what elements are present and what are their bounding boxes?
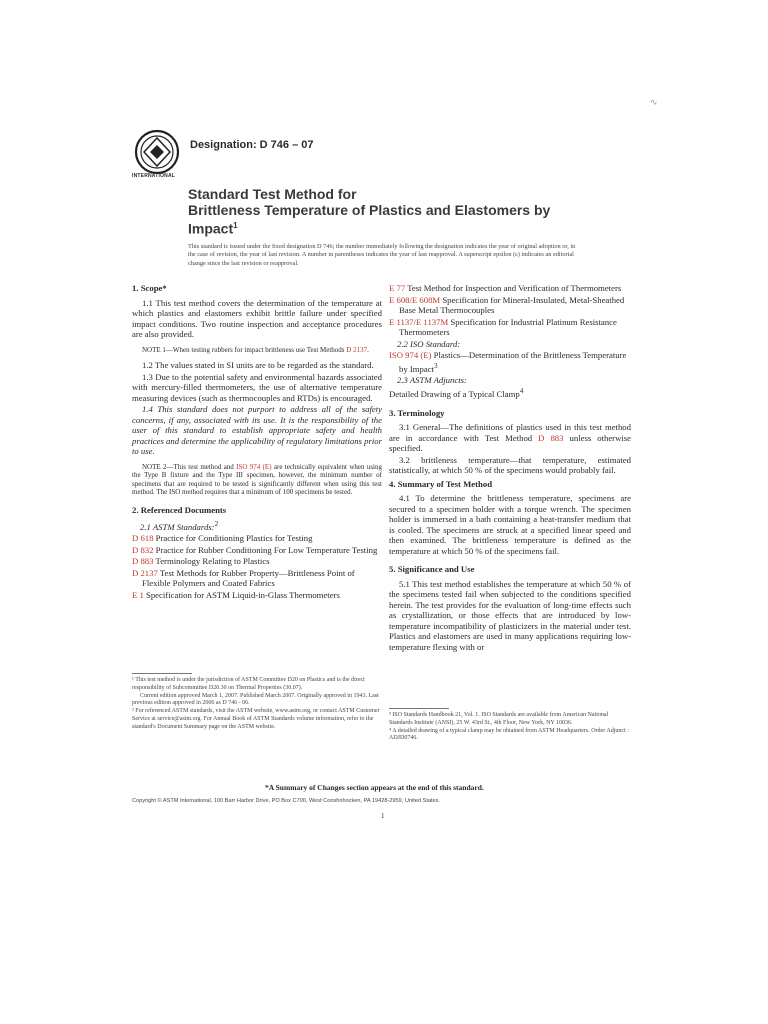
ref-link-d883[interactable]: D 883 (538, 432, 564, 443)
reference-item (389, 295, 631, 316)
ref-link-iso974[interactable]: ISO 974 (E) (236, 462, 272, 471)
reference-title: Specification for ASTM Liquid-in-Glass Thermometers (146, 589, 340, 600)
reference-link[interactable]: E 1137/E 1137M (389, 316, 449, 327)
reference-title: Test Methods for Rubber Property—Brittleness Point of Flexible Polymers and Coated Fabrics (142, 567, 355, 589)
reference-link[interactable]: E 1 (132, 589, 144, 600)
reference-item (132, 568, 382, 589)
note-2: NOTE 2—This test method and ISO 974 (E) are technically equivalent when using the Type B fixture and the Type III specimen, however, the minimum number of specimens that are required to be tested is significantly different when using this test method. The ISO method requires that a minimum of 100 specimens be tested. (132, 462, 382, 496)
referenced-docs-heading: 2. Referenced Documents (132, 504, 227, 515)
reference-title: Test Method for Inspection and Verification of Thermometers (407, 283, 622, 293)
title-line-1: Standard Test Method for (188, 186, 357, 202)
left-reference-list (132, 533, 382, 600)
iso-reference: ISO 974 (E) Plastics—Determination of the Brittleness Temperature by Impact$^3$ (389, 350, 627, 374)
ref-link-iso974-2[interactable]: ISO 974 (E) (389, 350, 432, 360)
paragraph-1-3: 1.3 Due to the potential safety and environmental hazards associated with mercury-filled thermometers, the use of alternative temperature measuring devices (such as thermocouples and RTDs) is encouraged. (132, 371, 382, 403)
reference-item (389, 317, 631, 338)
footnote-rule-left (132, 673, 192, 674)
logo-text: INTERNATIONAL (132, 173, 176, 179)
astm-standards-label: 2.1 ASTM Standards:$^2$ (140, 520, 219, 532)
footnote: Current edition approved March 1, 2007. Published March 2007. Originally approved in 1943. Last previous edition approved in 2006 as D 746 - 06. (132, 692, 379, 707)
reference-link[interactable]: E 77 (389, 283, 406, 293)
reference-title: Terminology Relating to Plastics (155, 556, 270, 567)
reference-item (132, 533, 382, 544)
reference-link[interactable]: D 618 (132, 533, 154, 544)
summary-heading: 4. Summary of Test Method (389, 478, 493, 489)
footnotes-left (132, 677, 382, 732)
terminology-heading: 3. Terminology (389, 407, 445, 418)
paragraph-3-2: 3.2 brittleness temperature—that temperature, estimated statistically, at which 50 % of the specimens would probably fail. (389, 454, 631, 476)
footnote: ¹ This test method is under the jurisdiction of ASTM Committee D20 on Plastics and is the direct responsibility of Subcommittee D20.30 on Thermal Properties (30.07). (132, 677, 365, 691)
designation: Designation: D 746 – 07 (190, 139, 314, 151)
summary-of-changes-note: *A Summary of Changes section appears at the end of this standard. (265, 783, 484, 792)
reference-title: Specification for Industrial Platinum Resistance Thermometers (399, 316, 617, 337)
footnote: ² For referenced ASTM standards, visit the ASTM website, www.astm.org, or contact ASTM Customer Service at service@astm.org. For Annual Book of ASTM Standards volume information, refer to the standard's Document Summary page on the ASTM website. (132, 708, 380, 730)
ref-link-d2137[interactable]: D 2137 (346, 345, 368, 354)
iso-standard-label: 2.2 ISO Standard: (397, 338, 461, 349)
footnotes-right (389, 712, 631, 743)
left-column (132, 283, 382, 601)
document-title (188, 186, 568, 237)
reference-item (132, 590, 382, 601)
paragraph-3-1: 3.1 General—The definitions of plastics used in this test method are in accordance with Test Method D 883 unless otherwise specified. (389, 422, 632, 454)
astm-logo (132, 128, 182, 178)
title-footnote-mark: 1 (233, 221, 238, 230)
reference-link[interactable]: D 2137 (132, 567, 158, 578)
footnote-rule-right (389, 708, 449, 709)
paragraph-1-4: 1.4 This standard does not purport to address all of the safety concerns, if any, associated with its use. It is the responsibility of the user of this standard to establish appropriate safety and health practices and determine the applicability of regulatory limitations prior to use. (132, 404, 382, 456)
right-reference-list (389, 283, 631, 338)
reference-link[interactable]: D 883 (132, 556, 154, 567)
paragraph-1-1: 1.1 This test method covers the determination of the temperature at which plastics and elastomers exhibit brittle failure under specified impact conditions. Two routine inspection and acceptance procedures are also provided. (132, 297, 382, 339)
copyright: Copyright © ASTM International, 100 Barr Harbor Drive, PO Box C700, West Conshohocken, PA 19428-2959, United States. (132, 798, 440, 804)
reference-title: Specification for Mineral-Insulated, Metal-Sheathed Base Metal Thermocouples (399, 294, 625, 315)
reference-item (132, 556, 382, 567)
paragraph-1-2: 1.2 The values stated in SI units are to be regarded as the standard. (142, 360, 374, 370)
significance-heading: 5. Significance and Use (389, 564, 475, 575)
footnote: ⁴ A detailed drawing of a typical clamp may be obtained from ASTM Headquarters. Order Adjunct : ADJD0746. (389, 727, 629, 742)
corner-mark: ∿ (650, 97, 658, 107)
reference-title: Practice for Conditioning Plastics for Testing (155, 533, 313, 544)
paragraph-5-1: 5.1 This test method establishes the temperature at which 50 % of the specimens tested fail when subjected to the conditions specified herein. The test provides for the evaluation of long-time effects such as crystallization, or those effects that are introduced by low-temperature incompatibility of plasticizers in the material under test. Plastics and elastomers are used in many applications requiring low-temperature flexing with or (389, 578, 631, 652)
title-line-2: Brittleness Temperature of Plastics and Elastomers by (188, 202, 551, 218)
reference-link[interactable]: D 832 (132, 544, 154, 555)
paragraph-4-1: 4.1 To determine the brittleness temperature, specimens are secured to a specimen holder with a torque wrench. The specimen holder is immersed in a bath containing a heat-transfer medium that is cooled. The specimens are struck at a specified linear speed and then examined. The brittleness temperature is defined as the temperature at which 50 % of the specimens fail. (389, 493, 631, 556)
reference-item (132, 545, 382, 556)
scope-heading: 1. Scope* (132, 283, 167, 293)
reference-item (389, 283, 631, 294)
title-line-3: Impact$^1$ (188, 220, 238, 237)
issued-note: This standard is issued under the fixed designation D 746; the number immediately following the designation indicates the year of original adoption or, in the case of revision, the year of last revision. A number in parentheses indicates the year of last reapproval. A superscript epsilon (ε) indicates an editorial change since the last revision or reapproval. (188, 243, 576, 267)
page-number: 1 (381, 812, 385, 820)
footnote: ³ ISO Standards Handbook 21, Vol. 1. ISO Standards are available from American National Standards Institute (ANSI), 25 W. 43rd St., 4th Floor, New York, NY 10036. (389, 712, 609, 726)
right-column (389, 283, 631, 653)
reference-link[interactable]: E 608/E 608M (389, 294, 441, 305)
adjuncts-label: 2.3 ASTM Adjuncts: (397, 374, 467, 385)
note-1: NOTE 1—When testing rubbers for impact brittleness use Test Methods D 2137. (142, 345, 369, 354)
reference-title: Practice for Rubber Conditioning For Low Temperature Testing (155, 544, 378, 555)
clamp-drawing: Detailed Drawing of a Typical Clamp$^4$ (389, 387, 524, 400)
